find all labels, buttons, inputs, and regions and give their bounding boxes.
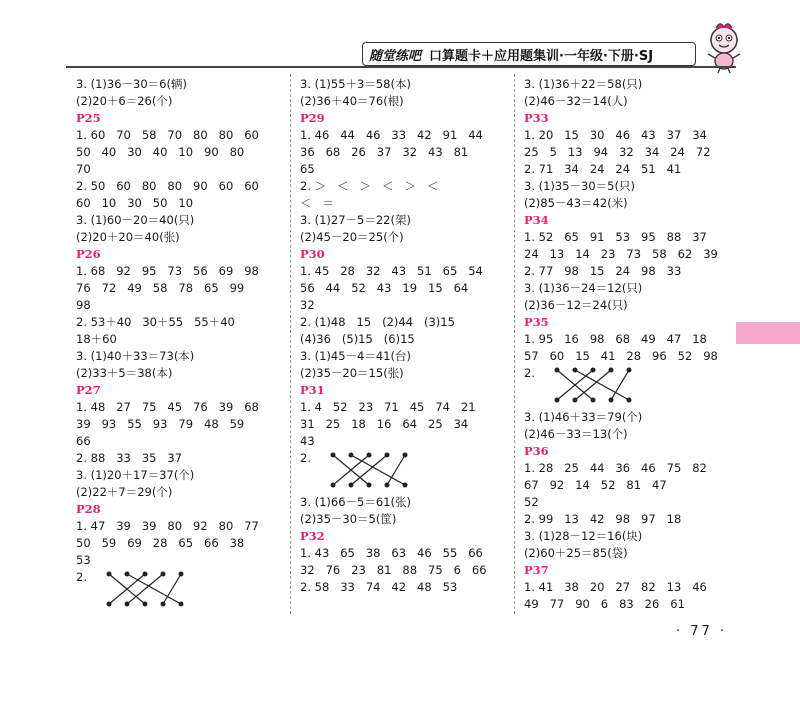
- answer-line: 39 93 55 93 79 48 59: [76, 417, 245, 431]
- section-heading: P33: [524, 111, 549, 125]
- answer-line: 32: [300, 298, 315, 312]
- figure-item: [300, 450, 510, 494]
- answer-line: 50 59 69 28 65 66 38: [76, 536, 245, 550]
- answer-line: 25 5 13 94 32 34 24 72: [524, 145, 711, 159]
- answer-line: 3. (1)35－30＝5(只): [524, 179, 635, 193]
- answer-line: 3. (1)28－12＝16(块): [524, 529, 643, 543]
- answer-line: 49 77 90 6 83 26 61: [524, 597, 685, 611]
- answer-line: (2)35－30＝5(筐): [300, 512, 397, 526]
- answer-line: 2. 88 33 35 37: [76, 451, 183, 465]
- column-divider: [290, 74, 291, 614]
- answer-line: 1. 4 52 23 71 45 74 21: [300, 400, 476, 414]
- answer-line: 2. ＞ ＜ ＞ ＜ ＞ ＜: [300, 179, 439, 193]
- answer-line: 66: [76, 434, 91, 448]
- answer-line: 2. 77 98 15 24 98 33: [524, 264, 682, 278]
- answer-line: 3. (1)36＋22＝58(只): [524, 77, 643, 91]
- answer-line: (2)36＋40＝76(根): [300, 94, 404, 108]
- answer-line: (4)36 (5)15 (6)15: [300, 332, 415, 346]
- answer-column-2: [300, 76, 510, 596]
- section-heading: P34: [524, 213, 549, 227]
- answer-line: 43: [300, 434, 315, 448]
- answer-line: 3. (1)55＋3＝58(本): [300, 77, 411, 91]
- page-number: · 77 ·: [676, 624, 728, 639]
- answer-line: (2)33＋5＝38(本): [76, 366, 173, 380]
- section-heading: P28: [76, 502, 101, 516]
- answer-line: (2)35－20＝15(张): [300, 366, 404, 380]
- answer-line: 56 44 52 43 19 15 64: [300, 281, 469, 295]
- answer-line: 3. (1)46＋33＝79(个): [524, 410, 643, 424]
- figure-item: [524, 365, 734, 409]
- header-brand: 随堂练吧: [369, 48, 422, 64]
- figure-label: 2.: [524, 366, 535, 380]
- answer-line: (2)36－12＝24(只): [524, 298, 628, 312]
- answer-line: 31 25 18 16 64 25 34: [300, 417, 469, 431]
- answer-line: 1. 43 65 38 63 46 55 66: [300, 546, 483, 560]
- answer-line: 1. 68 92 95 73 56 69 98: [76, 264, 259, 278]
- answer-line: 67 92 14 52 81 47: [524, 478, 667, 492]
- figure-label: 2.: [300, 451, 311, 465]
- answer-line: (2)85－43＝42(米): [524, 196, 628, 210]
- answer-line: 1. 41 38 20 27 82 13 46: [524, 580, 707, 594]
- header-title: 口算题卡＋应用题集训·一年级·下册·SJ: [429, 48, 654, 64]
- answer-line: 65: [300, 162, 315, 176]
- side-tab: [736, 322, 800, 344]
- answer-line: 3. (1)36－30＝6(辆): [76, 77, 187, 91]
- answer-line: 1. 47 39 39 80 92 80 77: [76, 519, 259, 533]
- answer-line: 70: [76, 162, 91, 176]
- answer-line: 3. (1)27－5＝22(架): [300, 213, 411, 227]
- section-heading: P26: [76, 247, 101, 261]
- answer-line: (2)45－20＝25(个): [300, 230, 404, 244]
- section-heading: P31: [300, 383, 325, 397]
- answer-line: 1. 60 70 58 70 80 80 60: [76, 128, 259, 142]
- answer-line: 3. (1)40＋33＝73(本): [76, 349, 195, 363]
- figure-label: 2.: [76, 570, 87, 584]
- answer-line: 2. 71 34 24 24 51 41: [524, 162, 682, 176]
- answer-line: 2. (1)48 15 (2)44 (3)15: [300, 315, 455, 329]
- section-heading: P35: [524, 315, 549, 329]
- answer-line: 1. 28 25 44 36 46 75 82: [524, 461, 707, 475]
- answer-line: 24 13 14 23 73 58 62 39: [524, 247, 718, 261]
- answer-line: 1. 95 16 98 68 49 47 18: [524, 332, 707, 346]
- answer-line: 1. 45 28 32 43 51 65 54: [300, 264, 483, 278]
- section-heading: P30: [300, 247, 325, 261]
- answer-line: 36 68 26 37 32 43 81: [300, 145, 469, 159]
- column-divider: [514, 74, 515, 614]
- figure-item: [76, 569, 286, 613]
- answer-line: 3. (1)66－5＝61(张): [300, 495, 411, 509]
- section-heading: P36: [524, 444, 549, 458]
- matching-lines-figure: [87, 569, 197, 609]
- answer-line: 1. 46 44 46 33 42 91 44: [300, 128, 483, 142]
- answer-line: 3. (1)60－20＝40(只): [76, 213, 195, 227]
- answer-line: 2. 53＋40 30＋55 55＋40: [76, 315, 235, 329]
- answer-line: (2)46－33＝13(个): [524, 427, 628, 441]
- answer-line: 60 10 30 50 10: [76, 196, 194, 210]
- section-heading: P25: [76, 111, 101, 125]
- answer-line: 3. (1)36－24＝12(只): [524, 281, 643, 295]
- answer-line: 57 60 15 41 28 96 52 98: [524, 349, 718, 363]
- section-heading: P37: [524, 563, 549, 577]
- answer-line: ＜ ＝: [300, 196, 334, 210]
- answer-line: (2)22＋7＝29(个): [76, 485, 173, 499]
- answer-line: 2. 58 33 74 42 48 53: [300, 580, 458, 594]
- section-heading: P27: [76, 383, 101, 397]
- answer-line: 3. (1)45－4＝41(台): [300, 349, 411, 363]
- answer-line: 32 76 23 81 88 75 6 66: [300, 563, 487, 577]
- answer-line: 98: [76, 298, 91, 312]
- answer-line: (2)46－32＝14(人): [524, 94, 628, 108]
- matching-lines-figure: [535, 365, 645, 405]
- section-heading: P32: [300, 529, 325, 543]
- answer-line: 53: [76, 553, 91, 567]
- header-banner: [362, 42, 696, 66]
- answer-line: 1. 20 15 30 46 43 37 34: [524, 128, 707, 142]
- answer-line: (2)20＋6＝26(个): [76, 94, 173, 108]
- header-rule: [66, 66, 736, 68]
- answer-line: 2. 50 60 80 80 90 60 60: [76, 179, 259, 193]
- answer-line: 52: [524, 495, 539, 509]
- answer-column-1: [76, 76, 286, 613]
- answer-line: 50 40 30 40 10 90 80: [76, 145, 245, 159]
- answer-line: 76 72 49 58 78 65 99: [76, 281, 245, 295]
- matching-lines-figure: [311, 450, 421, 490]
- answer-line: (2)20＋20＝40(张): [76, 230, 180, 244]
- answer-line: (2)60＋25＝85(袋): [524, 546, 628, 560]
- section-heading: P29: [300, 111, 325, 125]
- answer-line: 18＋60: [76, 332, 117, 346]
- answer-line: 1. 52 65 91 53 95 88 37: [524, 230, 707, 244]
- answer-line: 3. (1)20＋17＝37(个): [76, 468, 195, 482]
- answer-column-3: [524, 76, 734, 613]
- answer-line: 2. 99 13 42 98 97 18: [524, 512, 682, 526]
- answer-line: 1. 48 27 75 45 76 39 68: [76, 400, 259, 414]
